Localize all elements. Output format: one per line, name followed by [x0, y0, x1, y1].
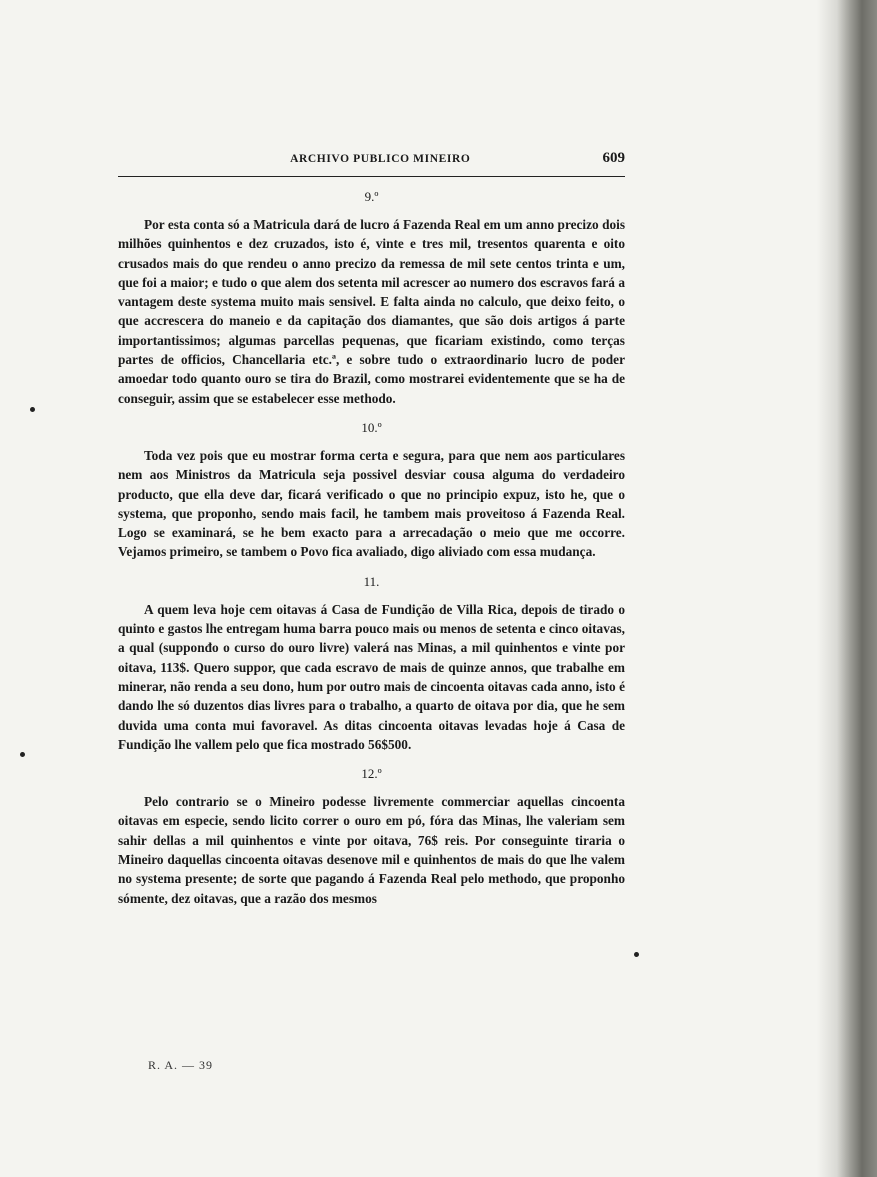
scan-speck	[634, 952, 639, 957]
scan-speck	[30, 407, 35, 412]
section-number: 11.	[363, 573, 380, 589]
document-page	[118, 150, 625, 908]
section-paragraph: Pelo contrario se o Mineiro podesse livremente commerciar aquellas cincoenta oitavas em especie, sendo licito correr o ouro em pó, fóra das Minas, lhe valeriam sem sahir dellas a mil quinhentos e vinte por oitava, 76$ reis. Por conseguinte tiraria o Mineiro daquellas cincoenta oitavas desenove mil e quinhentos de mais do que lhe valem no systema presente; de sorte que pagando á Fazenda Real pelo methodo, que proponho sómente, dez oitavas, que a razão dos mesmos	[118, 794, 625, 906]
page-number: 609	[602, 150, 625, 166]
section-number: 10.º	[361, 419, 382, 435]
section-number: 9.º	[364, 189, 379, 204]
running-title: ARCHIVO PUBLICO MINEIRO	[290, 153, 471, 165]
section-paragraph: A quem leva hoje cem oitavas á Casa de Fundição de Villa Rica, depois de tirado o quinto e gastos lhe entregam huma barra pouco mais ou menos de setenta e cinco oitavas, a qual (supponđo o curso do ouro livre) valerá nas Minas, a mil quinhentos e vinte por oitava, 113$. Quero suppor, que cada escravo de mais de quinze annos, que trabalhe em minerar, não renda a seu dono, hum por outro mais de cincoenta oitavas cada anno, isto é dando lhe só duzentos dias livres para o trabalho, a quarto de oitava por dia, que he sem duvida uma conta mui favoravel. As ditas cincoenta oitavas levadas hoje á Casa de Fundição lhe vallem pelo que fica mostrado 56$500.	[118, 601, 625, 752]
running-header	[118, 150, 625, 177]
printer-signature-mark: R. A. — 39	[148, 1058, 214, 1072]
scan-binding-edge	[817, 0, 877, 1177]
section-number: 12.º	[361, 766, 382, 782]
scan-speck	[20, 752, 25, 757]
section-paragraph: Toda vez pois que eu mostrar forma certa e segura, para que nem aos particulares nem aos Ministros da Matricula seja possivel desviar cousa alguma do verdadeiro producto, que ella deve dar, ficará verificado o que no principio expuz, isto he, que o systema, que proponho, sendo mais facil, he tambem mais proveitoso á Fazenda Real. Logo se examinará, se he bem exacto para a arrecadação o meio que me occorre. Vejamos primeiro, se tambem o Povo fica avaliado, digo aliviado com essa mudança.	[118, 447, 625, 560]
section-paragraph: Por esta conta só a Matricula dará de lucro á Fazenda Real em um anno precizo dois milhões quinhentos e dez cruzados, isto é, vinte e tres mil, tresentos quarenta e oito crusados mais do que rendeu o anno precizo da remessa de mil sete centos trinta e um, que foi a maior; e tudo o que alem dos setenta mil acrescer ao numero dos escravos fará a vantagem deste systema muito mais sensivel. E falta ainda no calculo, que deixo feito, o que accrescera do maneio e da capitação dos diamantes, que são dois artigos á parte importantissimos; algumas parcellas pequenas, que ficariam existindo, como terças partes de officios, Chancellaria etc.ª, e sobre tudo o extraordinario lucro de poder amoedar todo quanto ouro se tira do Brazil, como mostrarei evidentemente que se ha de conseguir, assim que se estabelecer esse methodo.	[118, 217, 625, 406]
